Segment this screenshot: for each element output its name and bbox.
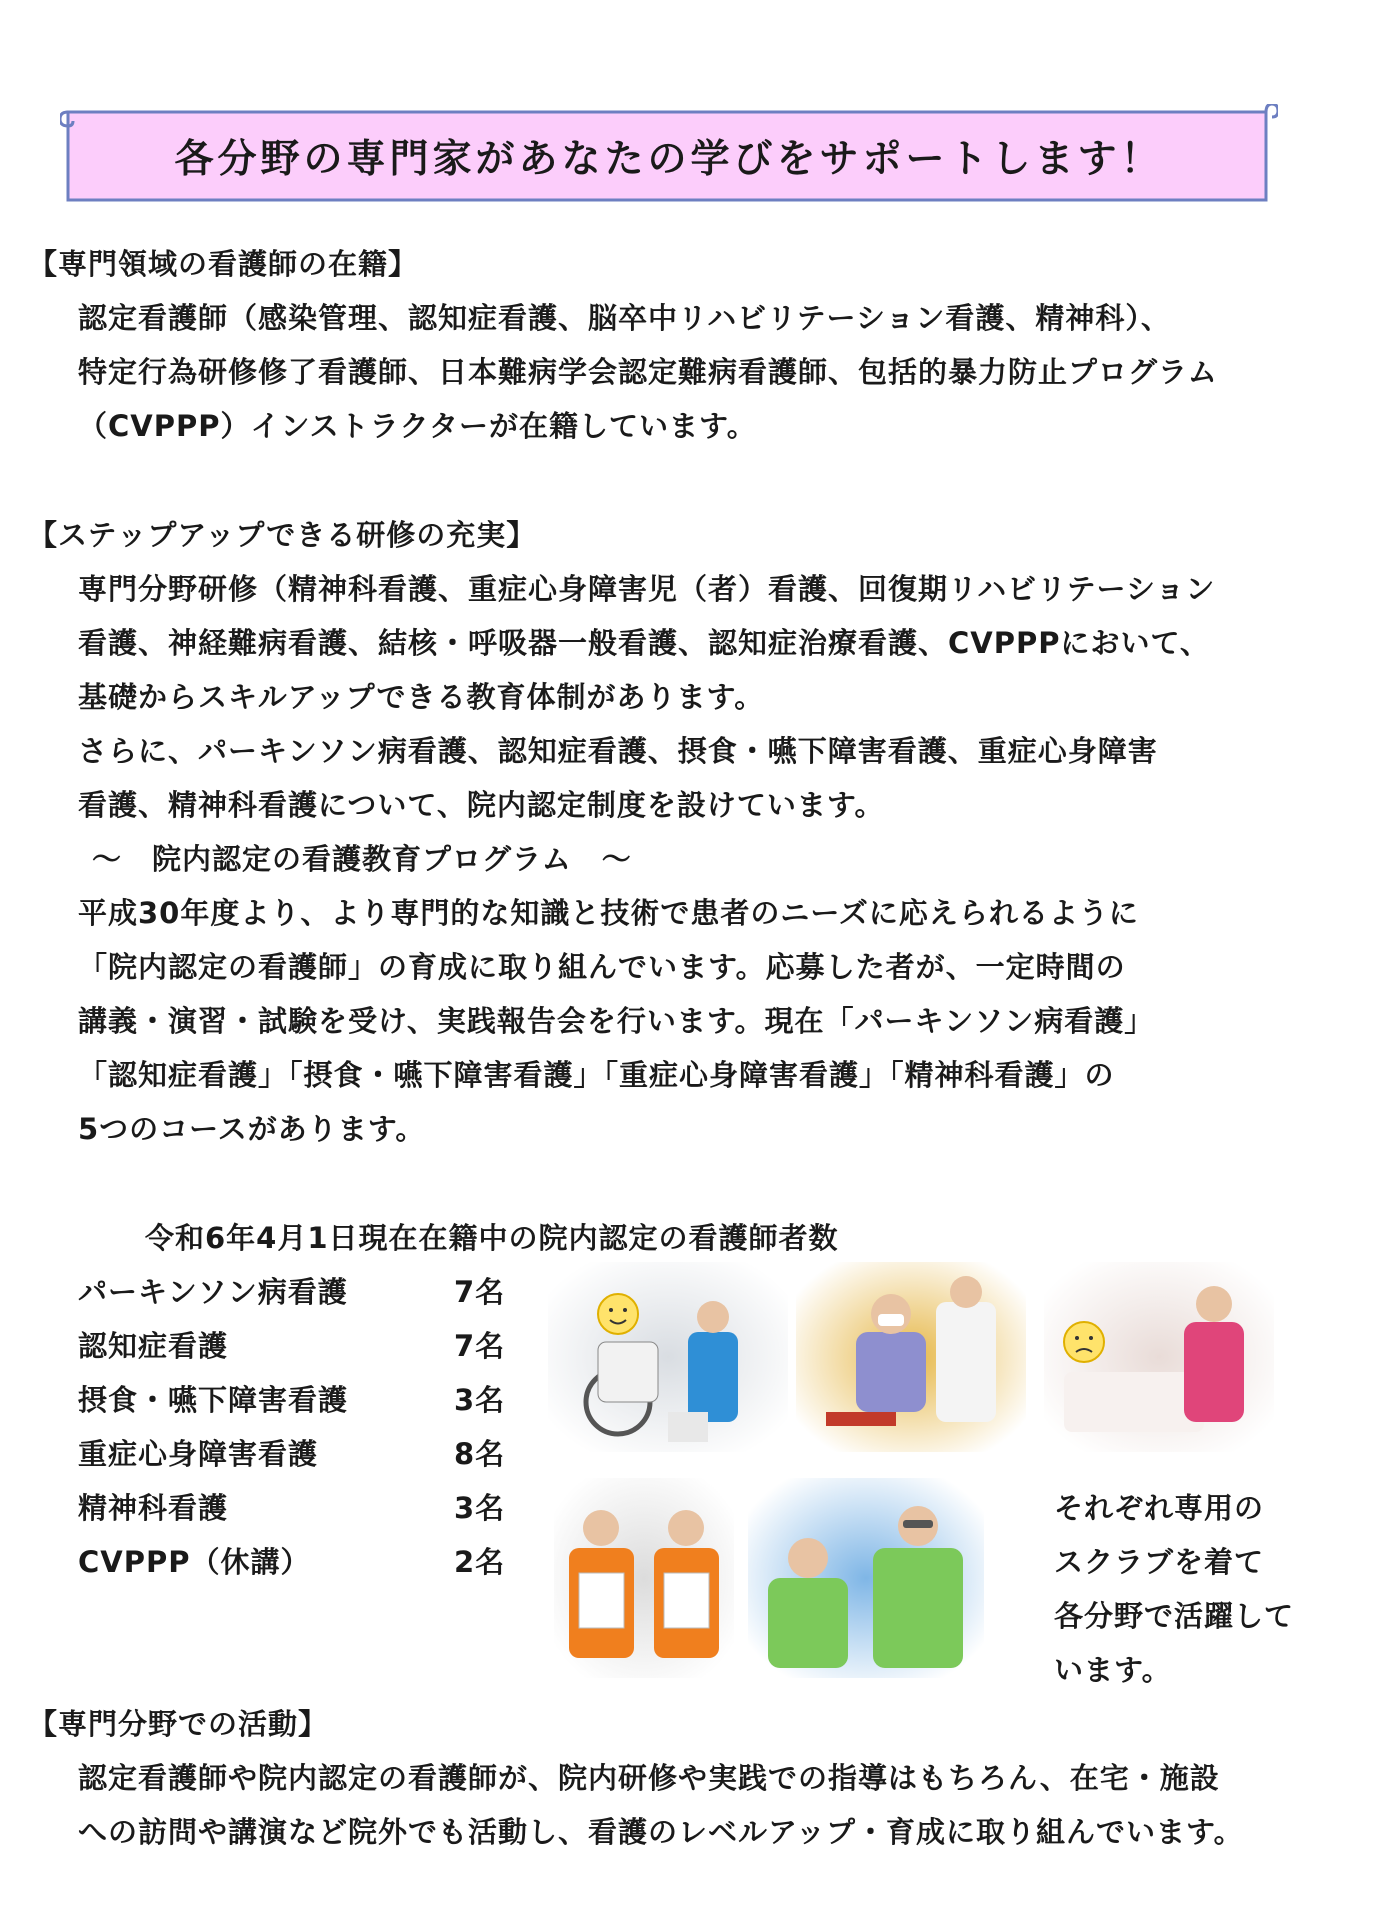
count-name: 重症心身障害看護 bbox=[78, 1437, 319, 1471]
paragraph-line: 看護、神経難病看護、結核・呼吸器一般看護、認知症治療看護、CVPPPにおいて、 bbox=[78, 626, 1210, 660]
count-name: 摂食・嚥下障害看護 bbox=[78, 1383, 349, 1417]
photo-caption-line: 各分野で活躍して bbox=[1054, 1599, 1295, 1633]
banner-title: 各分野の専門家があなたの学びをサポートします！ bbox=[174, 137, 1164, 182]
program-title: ～ 院内認定の看護教育プログラム ～ bbox=[92, 842, 632, 876]
paragraph-line: 専門分野研修（精神科看護、重症心身障害児（者）看護、回復期リハビリテーション bbox=[78, 572, 1216, 606]
paragraph-line: 認定看護師（感染管理、認知症看護、脳卒中リハビリテーション看護、精神科）、 bbox=[78, 301, 1171, 335]
section-heading-specialists: 【専門領域の看護師の在籍】 bbox=[28, 247, 419, 281]
count-value: 3名 bbox=[454, 1491, 506, 1525]
count-name: パーキンソン病看護 bbox=[78, 1275, 348, 1309]
count-value: 3名 bbox=[454, 1383, 506, 1417]
photo-caption-line: スクラブを着て bbox=[1054, 1545, 1265, 1579]
paragraph-line: さらに、パーキンソン病看護、認知症看護、摂食・嚥下障害看護、重症心身障害 bbox=[78, 734, 1158, 768]
count-value: 2名 bbox=[454, 1545, 506, 1579]
certificate-photo bbox=[554, 1478, 734, 1678]
paragraph-line: 「認知症看護」「摂食・嚥下障害看護」「重症心身障害看護」「精神科看護」の bbox=[78, 1058, 1115, 1092]
section-heading-training: 【ステップアップできる研修の充実】 bbox=[28, 518, 537, 552]
wheelchair-care-photo bbox=[548, 1262, 788, 1452]
paragraph-line: （CVPPP）インストラクターが在籍しています。 bbox=[78, 409, 757, 443]
count-name: CVPPP（休講） bbox=[78, 1545, 311, 1579]
paragraph-line: 平成30年度より、より専門的な知識と技術で患者のニーズに応えられるように bbox=[78, 896, 1139, 930]
count-value: 8名 bbox=[454, 1437, 506, 1471]
photo-caption-line: います。 bbox=[1054, 1653, 1172, 1687]
counts-title: 令和6年4月1日現在在籍中の院内認定の看護師者数 bbox=[145, 1221, 839, 1255]
section-heading-activities: 【専門分野での活動】 bbox=[28, 1707, 329, 1741]
paragraph-line: 「院内認定の看護師」の育成に取り組んでいます。応募した者が、一定時間の bbox=[78, 950, 1126, 984]
photo-caption-line: それぞれ専用の bbox=[1054, 1491, 1265, 1525]
paragraph-line: 看護、精神科看護について、院内認定制度を設けています。 bbox=[78, 788, 885, 822]
paragraph-line: 特定行為研修修了看護師、日本難病学会認定難病看護師、包括的暴力防止プログラム bbox=[78, 355, 1218, 389]
paragraph-line: 講義・演習・試験を受け、実践報告会を行います。現在「パーキンソン病看護」 bbox=[78, 1004, 1155, 1038]
bedside-care-photo bbox=[1044, 1262, 1274, 1452]
paragraph-line: 認定看護師や院内認定の看護師が、院内研修や実践での指導はもちろん、在宅・施設 bbox=[78, 1761, 1220, 1795]
transfer-assist-photo bbox=[796, 1262, 1026, 1452]
paragraph-line: への訪問や講演など院外でも活動し、看護のレベルアップ・育成に取り組んでいます。 bbox=[78, 1815, 1244, 1849]
count-name: 精神科看護 bbox=[78, 1491, 229, 1525]
paragraph-line: 5つのコースがあります。 bbox=[78, 1112, 426, 1146]
green-scrubs-photo bbox=[748, 1478, 984, 1678]
paragraph-line: 基礎からスキルアップできる教育体制があります。 bbox=[78, 680, 765, 714]
count-name: 認知症看護 bbox=[78, 1329, 229, 1363]
count-value: 7名 bbox=[454, 1329, 506, 1363]
count-value: 7名 bbox=[454, 1275, 506, 1309]
title-banner bbox=[60, 104, 1278, 208]
